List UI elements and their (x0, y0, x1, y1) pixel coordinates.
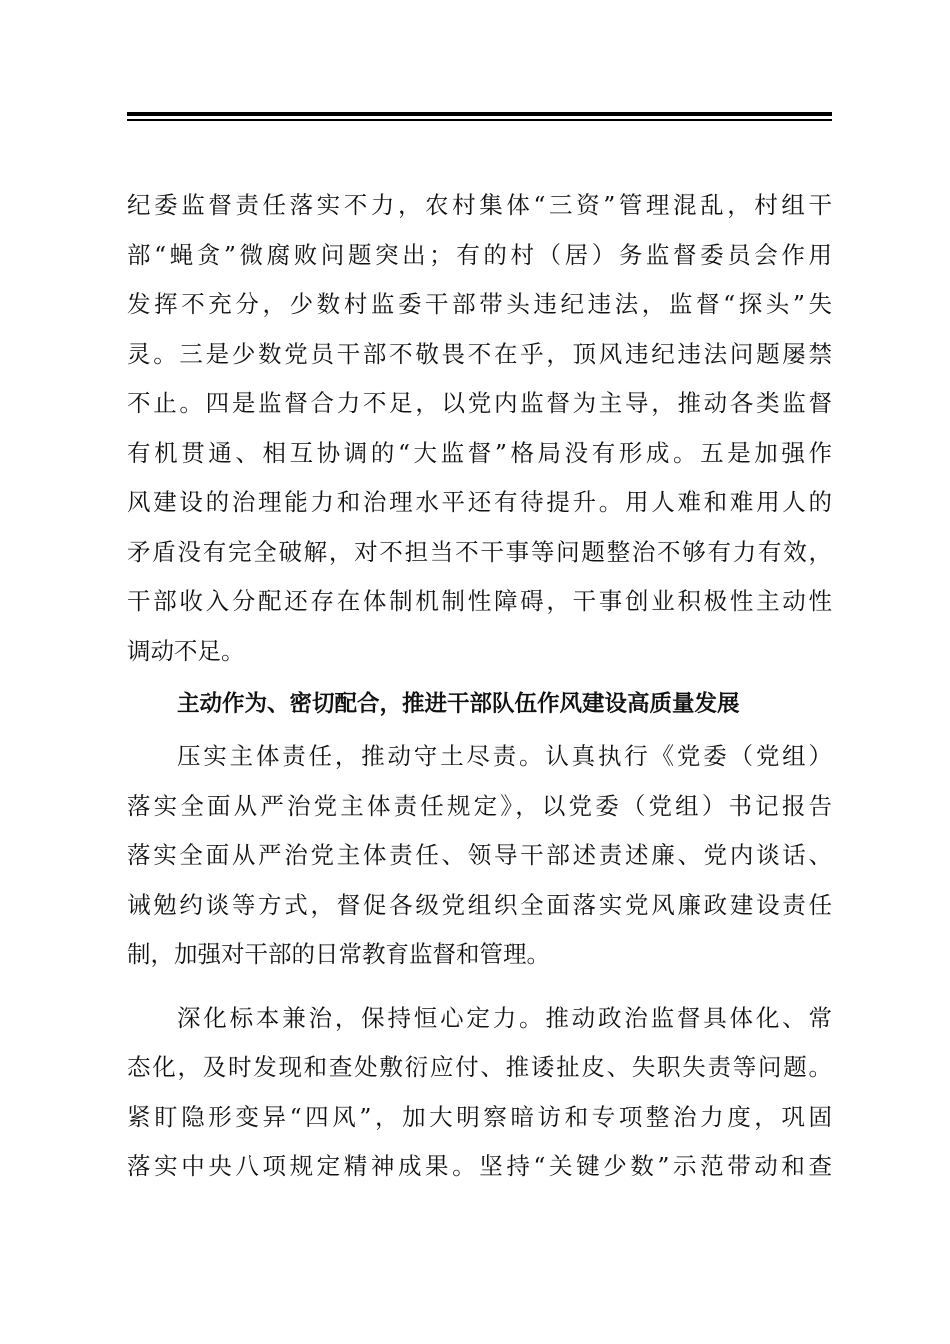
paragraph-2 (127, 732, 832, 980)
paragraph-gap (127, 980, 832, 994)
header-rule-thin (127, 119, 832, 121)
paragraph-line: 制，加强对干部的日常教育监督和管理。 (127, 940, 550, 968)
paragraph-line: 有机贯通、相互协调的“大监督”格局没有形成。五是加强作 (127, 438, 832, 467)
header-double-rule (127, 112, 832, 122)
paragraph-line: 深化标本兼治，保持恒心定力。推动政治监督具体化、常 (177, 1003, 832, 1032)
paragraph-line: 诫勉约谈等方式，督促各级党组织全面落实党风廉政建设责任 (127, 890, 832, 919)
header-rule-thick (127, 112, 832, 116)
paragraph-line: 态化，及时发现和查处敷衍应付、推诿扯皮、失职失责等问题。 (127, 1053, 832, 1081)
section-heading: 主动作为、密切配合，推进干部队伍作风建设高质量发展 (177, 691, 740, 717)
paragraph-line: 灵。三是少数党员干部不敬畏不在乎，顶风违纪违法问题屡禁 (127, 339, 832, 368)
paragraph-line: 风建设的治理能力和治理水平还有待提升。用人难和难用人的 (127, 488, 832, 516)
paragraph-line: 紧盯隐形变异“四风”，加大明察暗访和专项整治力度，巩固 (127, 1102, 832, 1131)
paragraph-line: 落实中央八项规定精神成果。坚持“关键少数”示范带动和查 (127, 1152, 832, 1180)
paragraph-line: 纪委监督责任落实不力，农村集体“三资”管理混乱，村组干 (127, 191, 832, 219)
document-body (127, 181, 832, 1192)
paragraph-line: 落实全面从严治党主体责任规定》，以党委（党组）书记报告 (127, 791, 832, 820)
paragraph-line: 干部收入分配还存在体制机制性障碍，干事创业积极性主动性 (127, 587, 832, 615)
paragraph-1 (127, 181, 832, 676)
paragraph-line: 压实主体责任，推动守土尽责。认真执行《党委（党组） (177, 742, 832, 770)
paragraph-line: 落实全面从严治党主体责任、领导干部述责述廉、党内谈话、 (127, 841, 832, 869)
paragraph-line: 部“蝇贪”微腐败问题突出；有的村（居）务监督委员会作用 (127, 240, 832, 269)
paragraph-line: 矛盾没有完全破解，对不担当不干事等问题整治不够有力有效， (127, 537, 832, 566)
paragraph-line: 不止。四是监督合力不足，以党内监督为主导，推动各类监督 (127, 389, 832, 417)
paragraph-line: 发挥不充分，少数村监委干部带头违纪违法，监督“探头”失 (127, 290, 832, 318)
paragraph-line: 调动不足。 (127, 636, 245, 665)
paragraph-3 (127, 994, 832, 1192)
